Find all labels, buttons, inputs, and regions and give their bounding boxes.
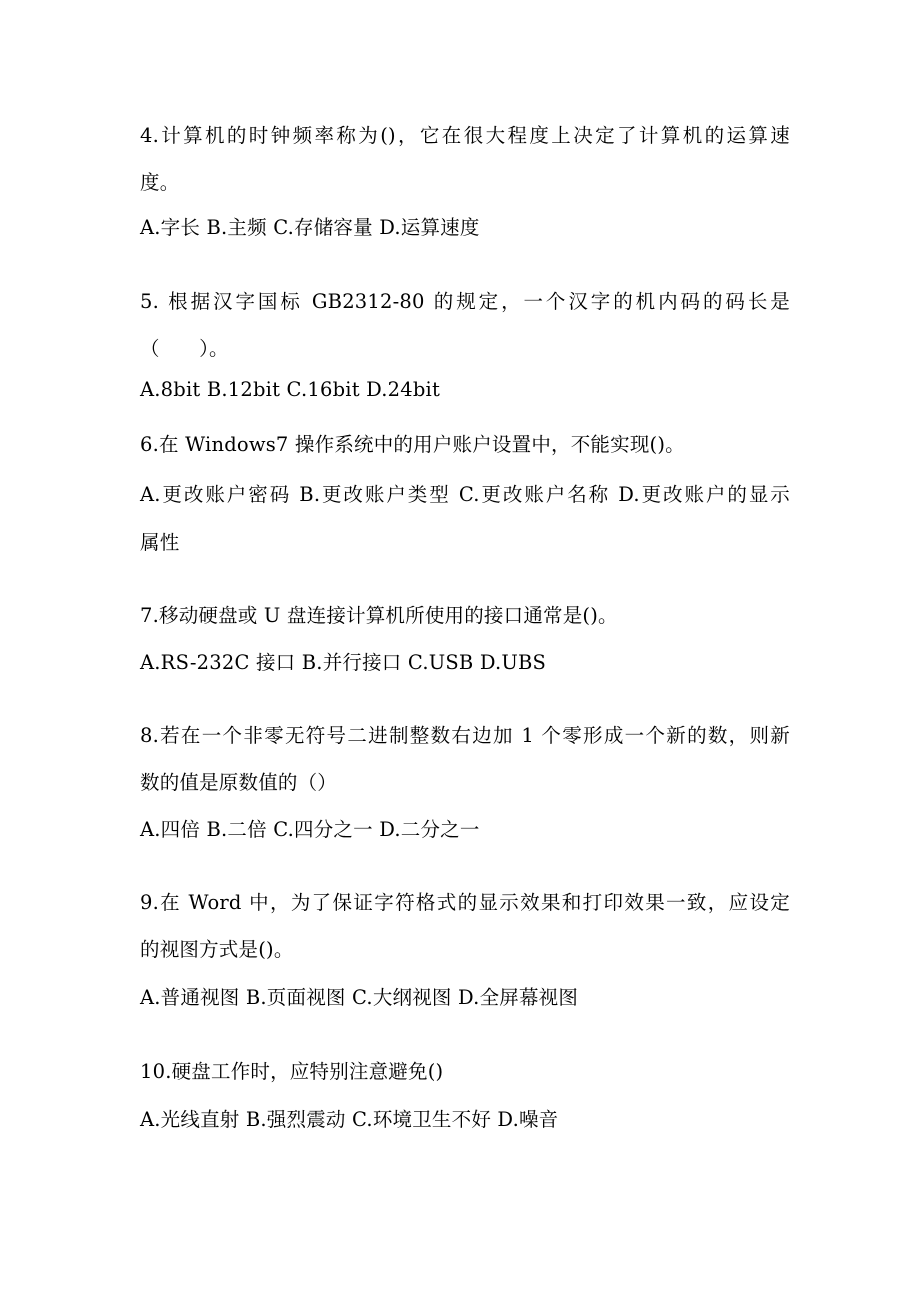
question-9-options: A.普通视图 B.页面视图 C.大纲视图 D.全屏幕视图 [140, 986, 579, 1009]
question-8-options: A.四倍 B.二倍 C.四分之一 D.二分之一 [140, 818, 480, 841]
question-8-stem-line-1: 8.若在一个非零无符号二进制整数右边加 1 个零形成一个新的数，则新 [140, 724, 790, 747]
question-8-stem-line-2: 数的值是原数值的（） [140, 771, 338, 794]
question-4-stem-line-2: 度。 [140, 171, 180, 194]
question-7-stem: 7.移动硬盘或 U 盘连接计算机所使用的接口通常是()。 [140, 604, 618, 627]
question-5-stem-line-1: 5. 根据汉字国标 GB2312-80 的规定，一个汉字的机内码的码长是 [140, 290, 790, 313]
question-10-options: A.光线直射 B.强烈震动 C.环境卫生不好 D.噪音 [140, 1108, 559, 1131]
question-5-options: A.8bit B.12bit C.16bit D.24bit [140, 378, 441, 401]
question-10-stem: 10.硬盘工作时，应特别注意避免() [140, 1060, 444, 1083]
question-4-options: A.字长 B.主频 C.存储容量 D.运算速度 [140, 216, 480, 239]
question-4-stem-line-1: 4.计算机的时钟频率称为()，它在很大程度上决定了计算机的运算速 [140, 124, 790, 147]
question-6-stem: 6.在 Windows7 操作系统中的用户账户设置中，不能实现()。 [140, 433, 685, 456]
question-9-stem-line-1: 9.在 Word 中，为了保证字符格式的显示效果和打印效果一致，应设定 [140, 891, 790, 914]
question-7-options: A.RS-232C 接口 B.并行接口 C.USB D.UBS [140, 651, 547, 674]
question-5-stem-line-2: （ ）。 [140, 337, 229, 360]
question-6-options-line-1: A.更改账户密码 B.更改账户类型 C.更改账户名称 D.更改账户的显示 [140, 483, 790, 506]
question-6-options-line-2: 属性 [140, 531, 180, 554]
question-9-stem-line-2: 的视图方式是()。 [140, 938, 294, 961]
